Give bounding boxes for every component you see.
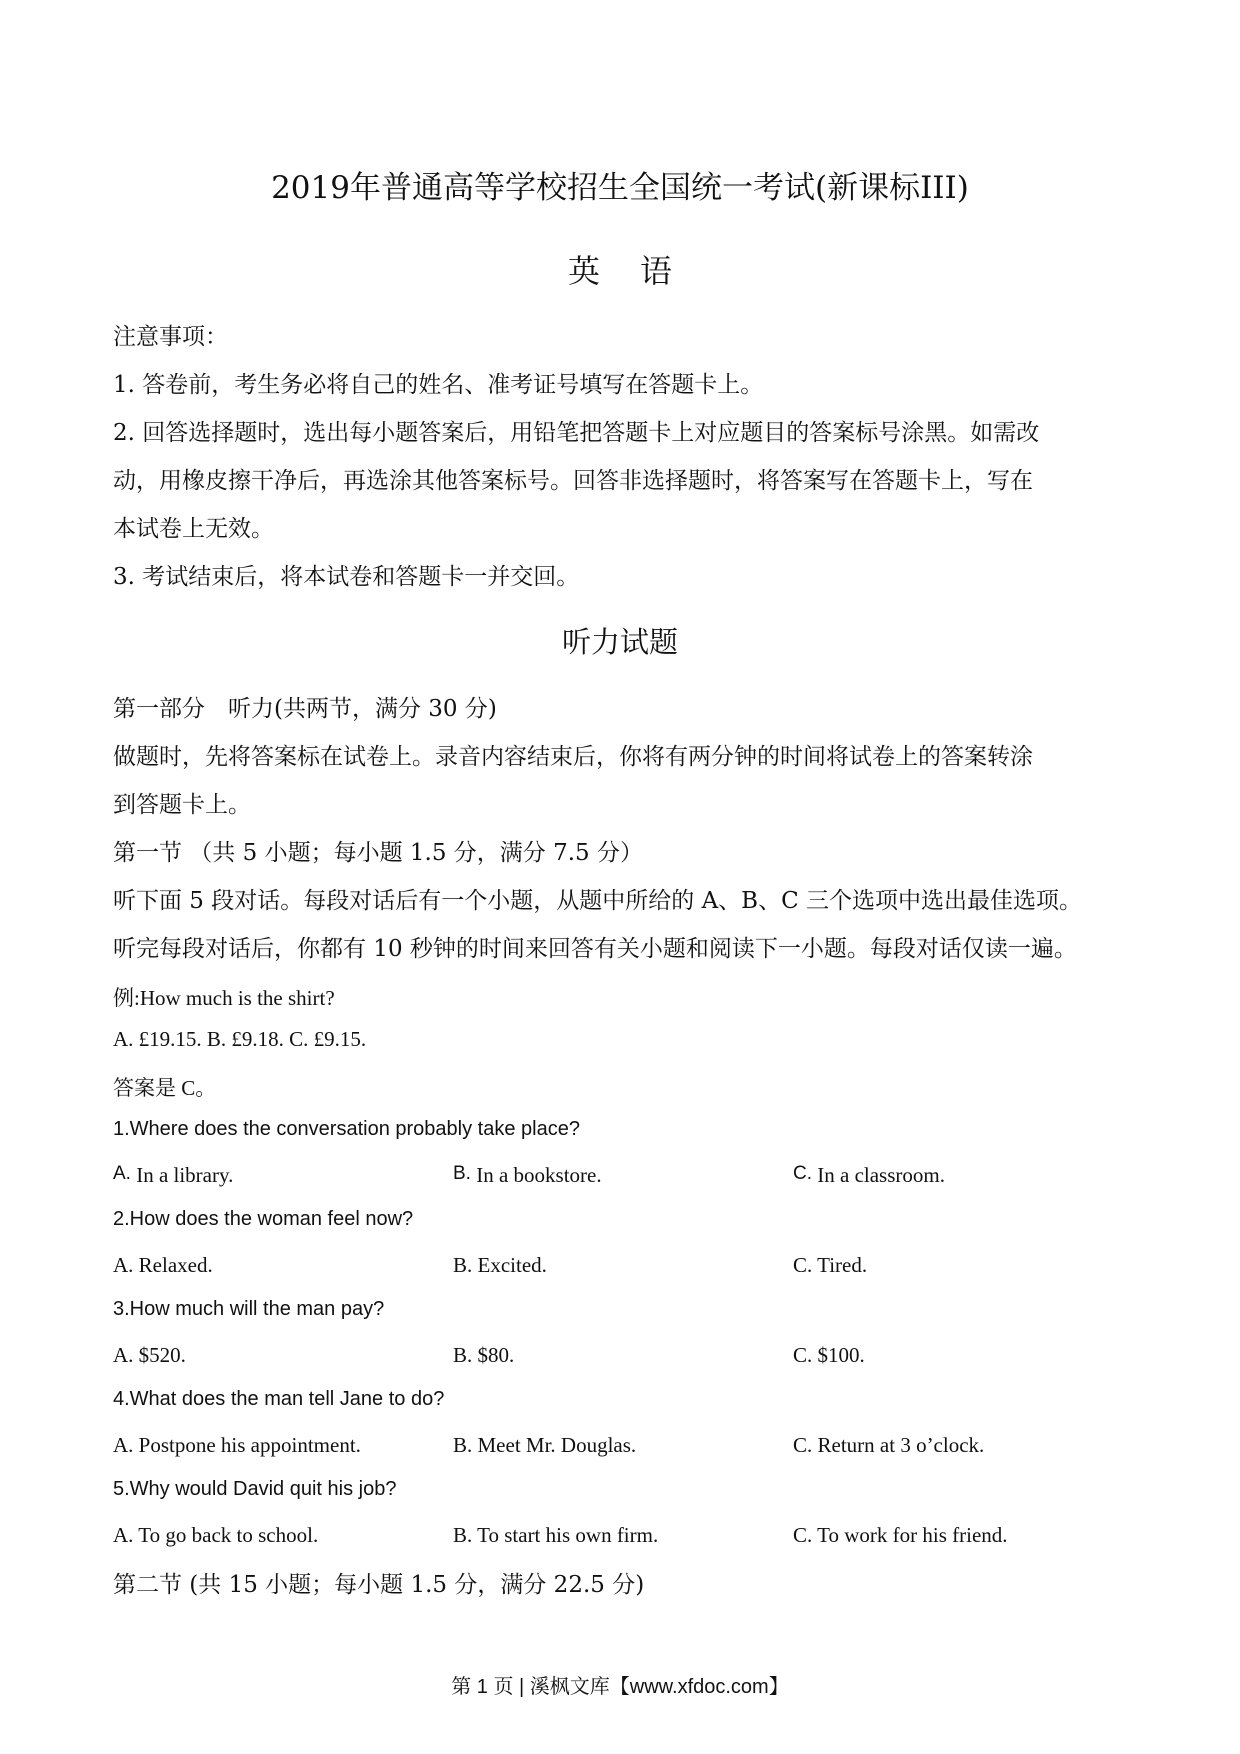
part1-heading: 第一部分 听力(共两节，满分 30 分) [113, 696, 497, 722]
question-2-option-c: C. Tired. [793, 1253, 868, 1277]
question-4-option-a: A. Postpone his appointment. [113, 1433, 361, 1457]
example-question: 例:How much is the shirt? [113, 986, 335, 1010]
question-5: 5.Why would David quit his job? [113, 1478, 397, 1500]
notice-item-2-line-1: 2. 回答选择题时，选出每小题答案后，用铅笔把答题卡上对应题目的答案标号涂黑。如需改 [113, 420, 1040, 446]
option-text: In a classroom. [812, 1163, 945, 1187]
notice-item-2-line-2: 动，用橡皮擦干净后，再选涂其他答案标号。回答非选择题时，将答案写在答题卡上，写在 [113, 468, 1033, 494]
exam-title: 2019年普通高等学校招生全国统一考试(新课标III) [271, 170, 969, 206]
question-3-option-b: B. $80. [453, 1343, 515, 1367]
question-3: 3.How much will the man pay? [113, 1298, 385, 1320]
question-3-option-a: A. $520. [113, 1343, 186, 1367]
section2-heading: 第二节 (共 15 小题；每小题 1.5 分，满分 22.5 分) [113, 1572, 645, 1598]
question-5-option-a: A. To go back to school. [113, 1523, 319, 1547]
question-1-option-c [793, 1163, 945, 1188]
option-text: In a library. [130, 1163, 234, 1187]
section1-heading: 第一节 （共 5 小题；每小题 1.5 分，满分 7.5 分） [113, 840, 643, 866]
question-2: 2.How does the woman feel now? [113, 1208, 414, 1230]
question-1-option-b [453, 1163, 602, 1188]
listening-section-title: 听力试题 [561, 625, 678, 659]
question-3-option-c: C. $100. [793, 1343, 865, 1367]
question-2-option-b: B. Excited. [453, 1253, 547, 1277]
option-letter: B. [453, 1163, 471, 1184]
section1-instruction-line-1: 听下面 5 段对话。每段对话后有一个小题，从题中所给的 A、B、C 三个选项中选出最佳选项。 [113, 888, 1082, 914]
example-answer: 答案是 C。 [113, 1076, 217, 1100]
subject-title: 英语 [567, 252, 712, 290]
option-letter: C. [793, 1163, 812, 1184]
notice-item-3: 3. 考试结束后，将本试卷和答题卡一并交回。 [113, 564, 580, 590]
question-4-option-c: C. Return at 3 o’clock. [793, 1433, 985, 1457]
section1-instruction-line-2: 听完每段对话后，你都有 10 秒钟的时间来回答有关小题和阅读下一小题。每段对话仅读一遍。 [113, 936, 1077, 962]
notice-item-2-line-3: 本试卷上无效。 [113, 516, 274, 542]
question-4-option-b: B. Meet Mr. Douglas. [453, 1433, 637, 1457]
part1-instruction-line-2: 到答题卡上。 [113, 792, 251, 818]
part1-instruction-line-1: 做题时，先将答案标在试卷上。录音内容结束后，你将有两分钟的时间将试卷上的答案转涂 [113, 744, 1033, 770]
option-letter: A. [113, 1163, 131, 1184]
question-4: 4.What does the man tell Jane to do? [113, 1388, 445, 1410]
notice-heading: 注意事项： [113, 324, 228, 350]
option-text: In a bookstore. [470, 1163, 602, 1187]
question-5-option-b: B. To start his own firm. [453, 1523, 659, 1547]
example-options: A. £19.15. B. £9.18. C. £9.15. [113, 1027, 367, 1051]
question-1-option-a [113, 1163, 233, 1188]
question-5-option-c: C. To work for his friend. [793, 1523, 1008, 1547]
page-footer: 第 1 页 | 溪枫文库【www.xfdoc.com】 [451, 1676, 789, 1698]
question-1: 1.Where does the conversation probably take place? [113, 1118, 580, 1140]
question-2-option-a: A. Relaxed. [113, 1253, 213, 1277]
notice-item-1: 1. 答卷前，考生务必将自己的姓名、准考证号填写在答题卡上。 [113, 372, 764, 398]
